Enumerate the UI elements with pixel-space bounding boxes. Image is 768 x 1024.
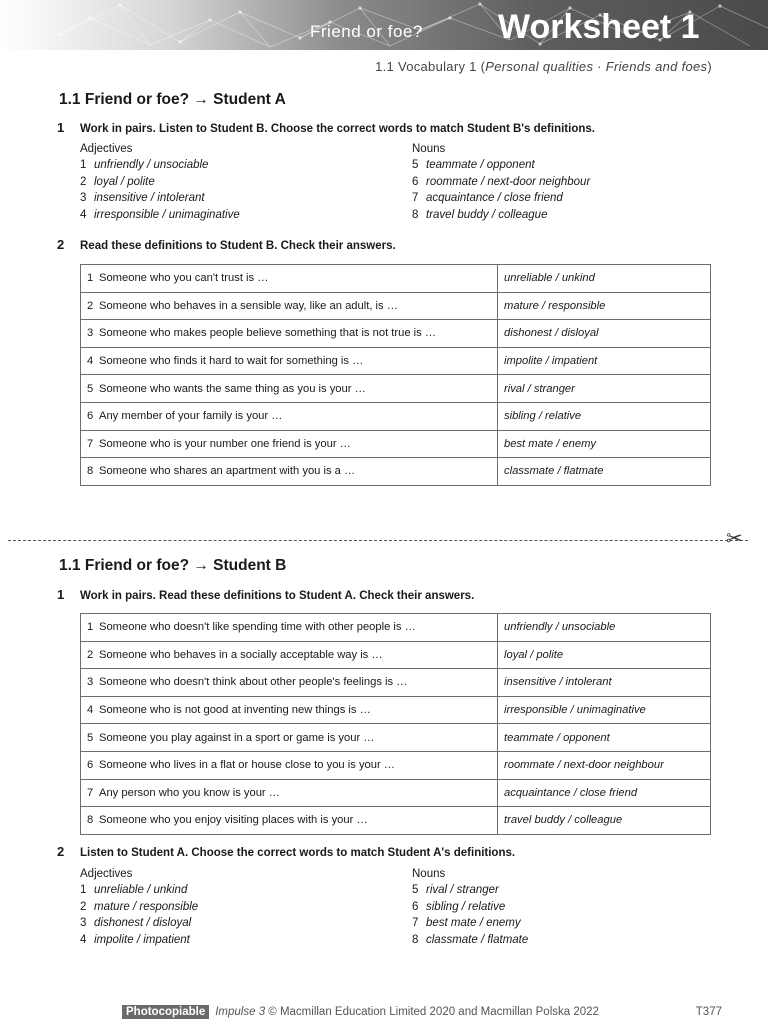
item-number: 3 [80,917,87,930]
adjectives-list [80,868,198,949]
definition-cell [81,402,498,430]
worksheet-title: Worksheet 1 [498,8,700,46]
definition-cell [81,669,498,697]
list-item [412,207,590,224]
student-a-definitions-table [80,264,711,486]
definition-cell [81,430,498,458]
list-item [80,207,240,224]
definition-cell [81,375,498,403]
table-row [81,347,711,375]
definition-text: Someone who makes people believe something that is not true is … [99,327,437,340]
answer-cell: classmate / flatmate [498,458,711,486]
answer-cell: teammate / opponent [498,724,711,752]
item-number: 2 [80,900,87,913]
lesson-topic: Personal qualities · Friends and foes [485,59,708,74]
table-row [81,696,711,724]
row-number: 6 [87,759,94,772]
book-title: Impulse 3 [215,1006,266,1018]
item-words: rival / stranger [426,884,499,896]
definition-text: Someone who you can't trust is … [99,272,269,285]
definition-text: Someone who behaves in a socially acceptable way is … [99,648,383,661]
row-number: 2 [87,648,94,661]
item-words: insensitive / intolerant [94,192,205,205]
list-item [80,174,240,191]
item-number: 4 [80,209,87,222]
list-item [412,899,528,916]
list-item [412,157,590,174]
item-words: best mate / enemy [426,917,521,930]
copyright-text: © Macmillan Education Limited 2020 and Macmillan Polska 2022 [265,1006,599,1018]
task-instruction: Work in pairs. Listen to Student B. Choose the correct words to match Student B's definitions. [80,123,595,135]
table-row [81,375,711,403]
table-row [81,265,711,293]
nouns-heading: Nouns [412,868,446,880]
worksheet-subtitle: Friend or foe? [310,22,423,41]
definition-cell [81,641,498,669]
task-instruction: Read these definitions to Student B. Check their answers. [80,240,396,252]
task-number: 1 [57,587,65,602]
definition-text: Someone who shares an apartment with you is a … [99,465,356,478]
answer-cell: acquaintance / close friend [498,779,711,807]
definition-text: Someone who behaves in a sensible way, like an adult, is … [99,299,398,312]
item-words: loyal / polite [94,175,155,188]
adjectives-heading: Adjectives [80,868,133,880]
row-number: 4 [87,355,94,368]
student-a-task-1 [57,120,595,135]
lesson-suffix: ) [707,59,712,74]
definition-cell [81,458,498,486]
item-number: 8 [412,934,419,947]
definition-cell [81,614,498,642]
answer-cell: loyal / polite [498,641,711,669]
row-number: 1 [87,621,94,634]
row-number: 5 [87,382,94,395]
nouns-list [412,143,590,224]
item-number: 2 [80,175,87,188]
header-banner [0,0,768,50]
task-number: 2 [57,237,65,252]
item-number: 7 [412,192,419,205]
row-number: 7 [87,786,94,799]
item-number: 7 [412,917,419,930]
list-item [412,915,528,932]
adjectives-list [80,143,240,224]
item-words: impolite / impatient [94,934,190,947]
definition-cell [81,292,498,320]
item-number: 5 [412,159,419,171]
table-row [81,669,711,697]
definition-text: Any person who you know is your … [99,786,280,799]
item-words: unreliable / unkind [94,884,188,896]
answer-cell: impolite / impatient [498,347,711,375]
row-number: 8 [87,814,94,827]
item-words: roommate / next-door neighbour [426,175,591,188]
task-instruction: Work in pairs. Read these definitions to Student A. Check their answers. [80,590,475,602]
definition-cell [81,779,498,807]
answer-cell: unreliable / unkind [498,265,711,293]
definition-text: Someone who finds it hard to wait for something is … [99,355,364,368]
item-number: 1 [80,159,87,171]
item-words: teammate / opponent [426,159,535,171]
definition-text: Someone who wants the same thing as you is your … [99,382,366,395]
definition-text: Someone who you enjoy visiting places with is your … [99,814,368,827]
table-row [81,751,711,779]
table-row [81,402,711,430]
student-b-heading: 1.1 Friend or foe? → Student B [59,557,287,574]
definition-text: Someone you play against in a sport or game is your … [99,731,375,744]
definition-cell [81,320,498,348]
nouns-list [412,868,528,949]
definition-text: Someone who doesn't think about other people's feelings is … [99,676,408,689]
definition-text: Someone who is not good at inventing new things is … [99,704,371,717]
list-item [80,899,198,916]
table-row [81,641,711,669]
list-item [412,190,590,207]
definition-cell [81,696,498,724]
student-a-heading: 1.1 Friend or foe? → Student A [59,91,286,108]
definition-text: Someone who is your number one friend is your … [99,437,351,450]
answer-cell: roommate / next-door neighbour [498,751,711,779]
student-b-task-2 [57,844,515,859]
definition-cell [81,347,498,375]
item-words: mature / responsible [94,900,199,913]
list-item [412,174,590,191]
lesson-prefix: 1.1 Vocabulary 1 ( [375,59,486,74]
table-row [81,458,711,486]
item-words: sibling / relative [426,900,506,913]
table-row [81,320,711,348]
answer-cell: insensitive / intolerant [498,669,711,697]
item-words: acquaintance / close friend [426,192,563,205]
item-words: classmate / flatmate [426,934,529,947]
definition-cell [81,265,498,293]
item-number: 6 [412,900,419,913]
student-b-definitions-table [80,613,711,835]
table-row [81,430,711,458]
list-item [412,882,528,899]
answer-cell: best mate / enemy [498,430,711,458]
answer-cell: sibling / relative [498,402,711,430]
item-number: 6 [412,175,419,188]
definition-cell [81,807,498,835]
answer-cell: unfriendly / unsociable [498,614,711,642]
item-number: 1 [80,884,87,896]
scissors-icon: ✂ [726,528,743,550]
item-number: 4 [80,934,87,947]
lesson-reference [375,59,712,74]
row-number: 4 [87,704,94,717]
table-row [81,292,711,320]
adjectives-heading: Adjectives [80,143,133,155]
list-item [80,882,198,899]
item-words: dishonest / disloyal [94,917,192,930]
definition-cell [81,751,498,779]
row-number: 7 [87,437,94,450]
table-row [81,614,711,642]
item-number: 8 [412,209,419,222]
row-number: 8 [87,465,94,478]
task-number: 1 [57,120,65,135]
table-row [81,779,711,807]
footer [122,1006,599,1018]
row-number: 3 [87,676,94,689]
item-words: irresponsible / unimaginative [94,209,240,222]
item-number: 3 [80,192,87,205]
task-instruction: Listen to Student A. Choose the correct words to match Student A's definitions. [80,847,516,859]
item-words: travel buddy / colleague [426,209,548,222]
definition-text: Someone who doesn't like spending time with other people is … [99,621,416,634]
student-b-task-1 [57,587,474,602]
nouns-heading: Nouns [412,143,446,155]
item-number: 5 [412,884,419,896]
list-item [80,915,198,932]
row-number: 6 [87,410,94,423]
student-a-task-2 [57,237,396,252]
row-number: 2 [87,299,94,312]
table-row [81,724,711,752]
answer-cell: irresponsible / unimaginative [498,696,711,724]
definition-text: Someone who lives in a flat or house close to you is your … [99,759,395,772]
list-item [412,932,528,949]
definition-text: Any member of your family is your … [99,410,283,423]
answer-cell: dishonest / disloyal [498,320,711,348]
item-words: unfriendly / unsociable [94,159,209,171]
page-number: T377 [695,1006,722,1018]
row-number: 3 [87,327,94,340]
table-row [81,807,711,835]
list-item [80,932,198,949]
answer-cell: mature / responsible [498,292,711,320]
list-item [80,157,240,174]
cut-line [8,540,748,541]
row-number: 1 [87,272,94,285]
definition-cell [81,724,498,752]
task-number: 2 [57,844,65,859]
photocopiable-badge: Photocopiable [122,1005,209,1019]
answer-cell: rival / stranger [498,375,711,403]
row-number: 5 [87,731,94,744]
answer-cell: travel buddy / colleague [498,807,711,835]
list-item [80,190,240,207]
